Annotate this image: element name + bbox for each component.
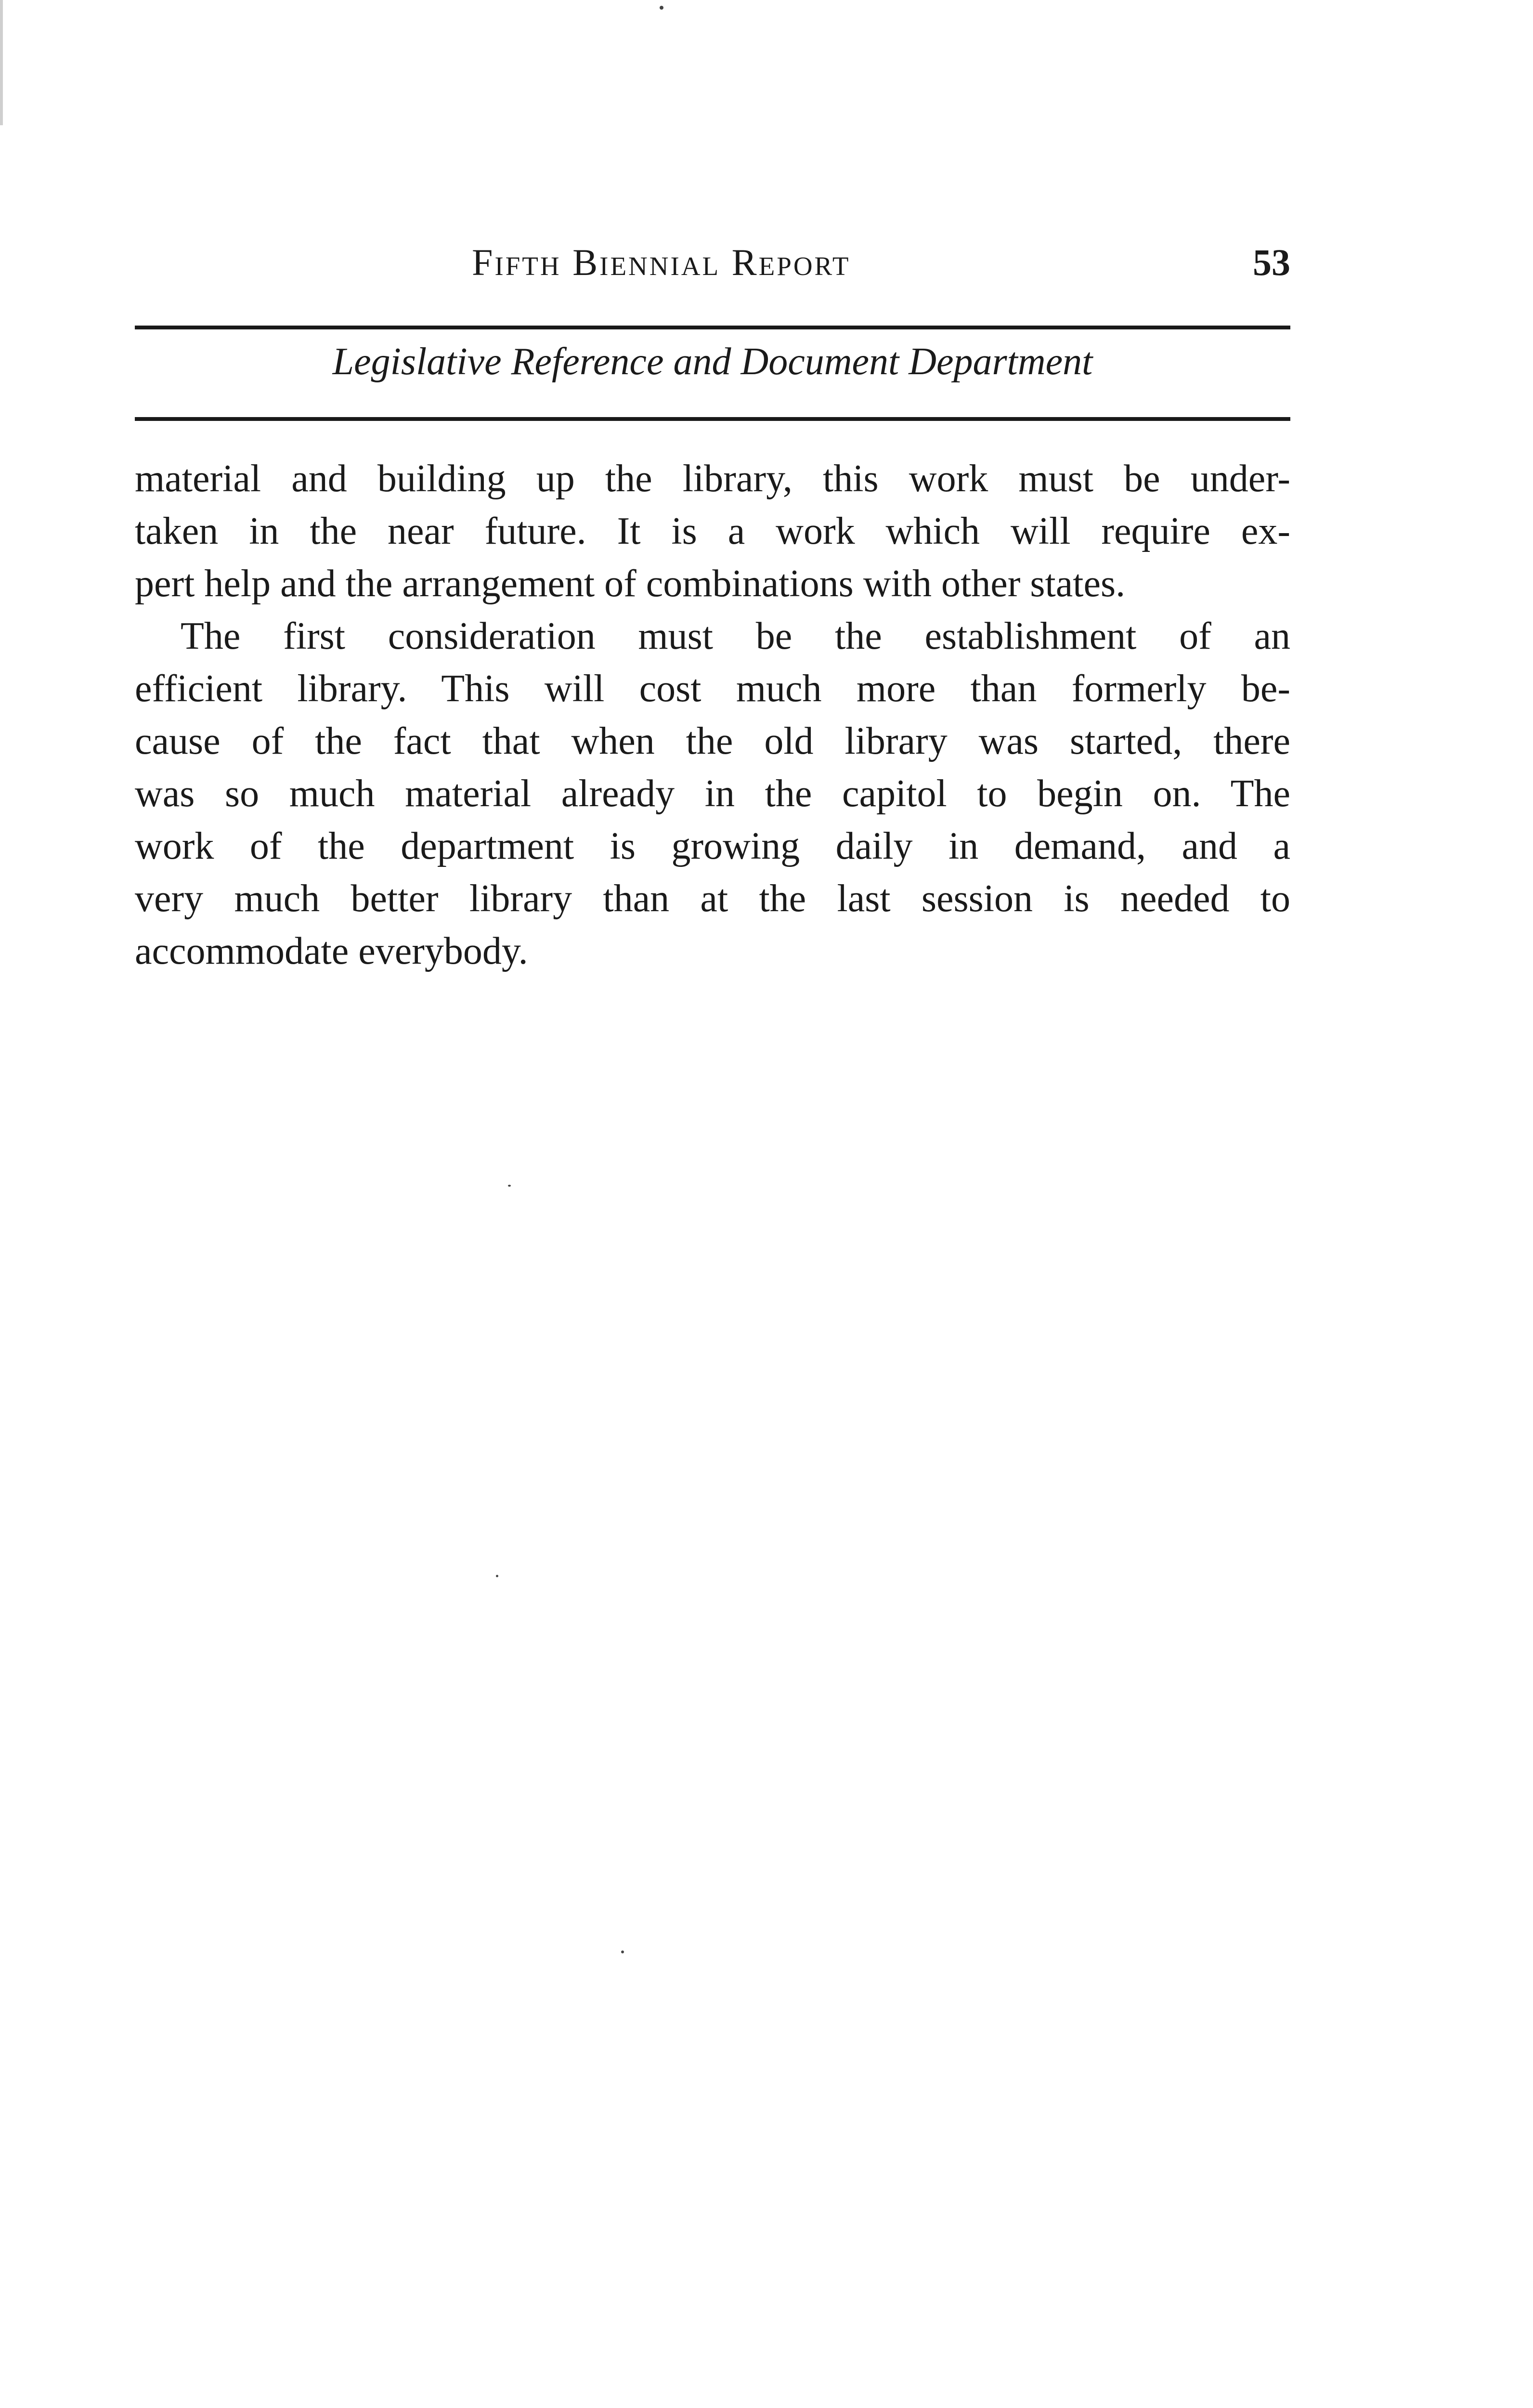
text-line: pert help and the arrangement of combinations with other states. xyxy=(135,563,1126,605)
scan-speck xyxy=(508,1185,511,1187)
paragraph-start-line: The first consideration must be the establishment of an xyxy=(181,615,1290,657)
text-line: efficient library. This will cost much more than formerly be- xyxy=(135,667,1290,710)
page-header xyxy=(135,226,1290,284)
scan-speck xyxy=(660,6,663,10)
scan-speck xyxy=(496,1575,498,1577)
text-line: cause of the fact that when the old library was started, there xyxy=(135,720,1290,762)
text-line: was so much material already in the capitol to begin on. The xyxy=(135,772,1290,815)
body-text xyxy=(135,453,1290,978)
header-rule-bottom xyxy=(135,417,1290,421)
scan-speck xyxy=(621,1950,624,1953)
text-line: taken in the near future. It is a work which will require ex- xyxy=(135,510,1290,552)
text-line: material and building up the library, this work must be under- xyxy=(135,458,1290,500)
text-line: very much better library than at the last session is needed to xyxy=(135,877,1290,920)
page-edge-shadow xyxy=(0,0,3,125)
running-title: Fifth Biennial Report xyxy=(472,241,851,283)
text-line: accommodate everybody. xyxy=(135,930,528,972)
header-rule-top xyxy=(135,326,1290,329)
page-number: 53 xyxy=(1253,241,1290,283)
department-subheading: Legislative Reference and Document Department xyxy=(332,340,1093,383)
text-line: work of the department is growing daily in demand, and a xyxy=(135,825,1290,867)
